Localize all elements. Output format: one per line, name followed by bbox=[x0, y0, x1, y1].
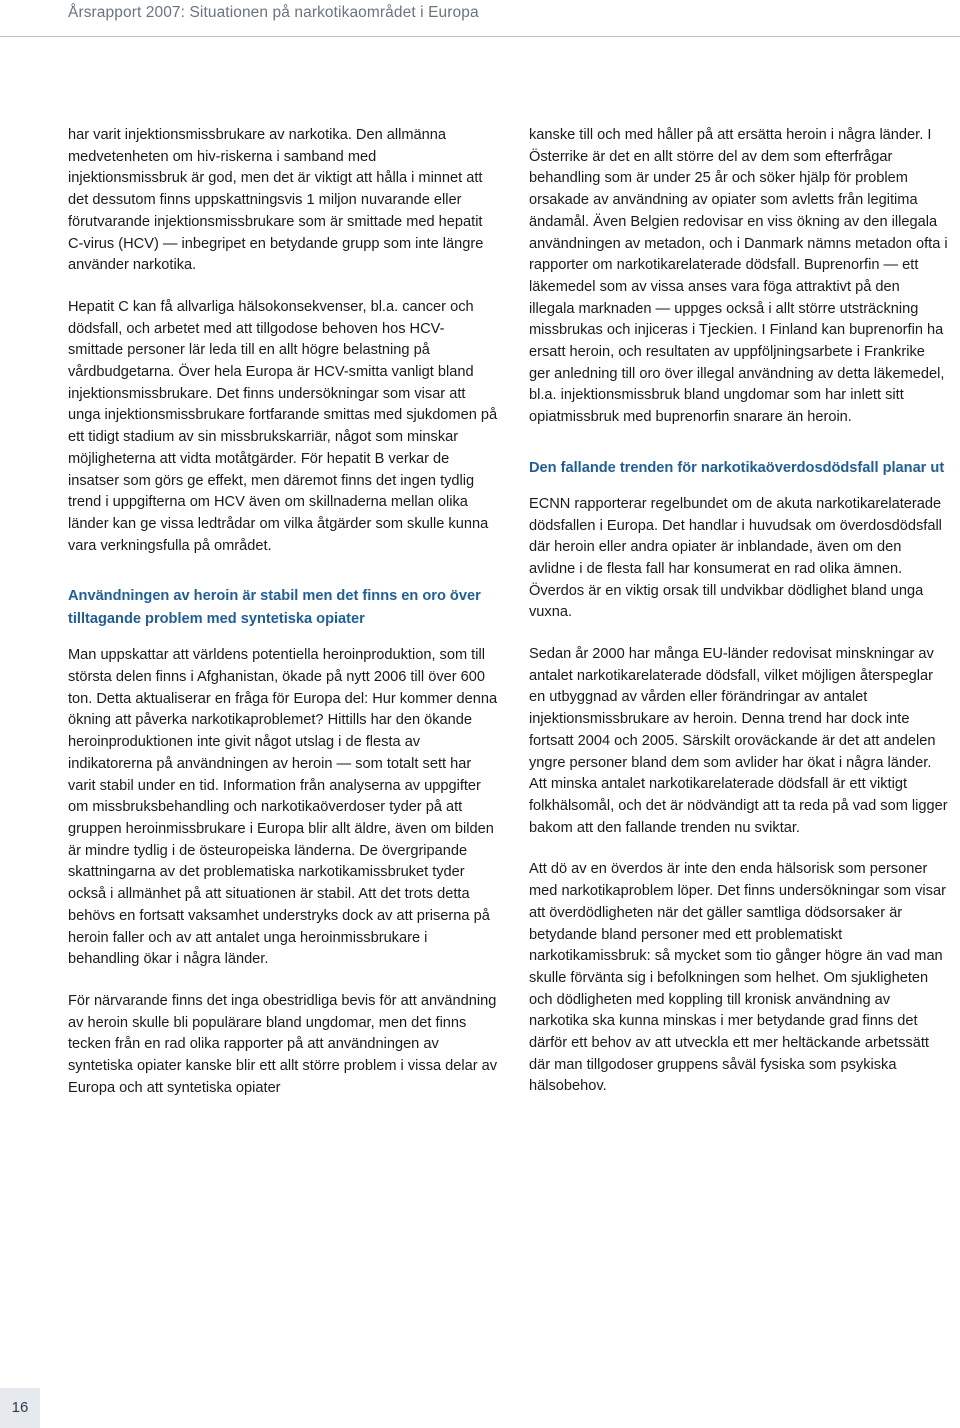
left-column bbox=[68, 125, 498, 1099]
paragraph: För närvarande finns det inga obestridliga bevis för att användning av heroin skulle bli populärare bland ungdomar, men det finns tecken från en rad olika rapporter på att användningen av syntetiska opiater kanske blir ett allt större problem i vissa delar av Europa och att syntetiska opiater bbox=[68, 992, 498, 1096]
running-head: Årsrapport 2007: Situationen på narkotikaområdet i Europa bbox=[68, 4, 479, 21]
section-heading: Den fallande trenden för narkotikaöverdosdödsfall planar ut bbox=[529, 459, 945, 476]
paragraph: Man uppskattar att världens potentiella heroinproduktion, som till största delen finns i Afghanistan, ökade på nytt 2006 till över 600 ton. Detta aktualiserar en fråga för Europa del: Hur kommer denna ökning att påverka narkotikaproblemet? Hittills har den ökande heroinproduktionen inte givit något utslag i de flesta av indikatorerna på användningen av heroin — som totalt sett har varit stabil under en tid. Information från analyserna av uppgifter om missbruksbehandling och narkotikaöverdoser tyder på att gruppen heroinmissbrukare i Europa blir allt äldre, även om bilden är mindre tydlig i de östeuropeiska länderna. De övergripande skattningarna av det problematiska narkotikamissbruket tyder också i allmänhet på att situationen är stabil. Att det trots detta behövs en fortsatt vaksamhet understryks dock av att priserna på heroin faller och av att antalet unga heroinmissbrukare i behandling ökar i några länder. bbox=[68, 647, 498, 968]
paragraph: Sedan år 2000 har många EU-länder redovisat minskningar av antalet narkotikarelaterade dödsfall, vilket möjligen återspeglar en utbyggnad av vården eller förändringar av antalet injektionsmissbrukare av heroin. Denna trend har dock inte fortsatt 2004 och 2005. Särskilt oroväckande är det att andelen yngre personer bland dem som avlider har ökat i några länder. Att minska antalet narkotikarelaterade dödsfall är ett viktigt folkhälsomål, och det är nödvändigt att ta reda på vad som ligger bakom att den fallande trenden nu sviktar. bbox=[529, 646, 948, 836]
paragraph: har varit injektionsmissbrukare av narkotika. Den allmänna medvetenheten om hiv-riskerna i samband med injektionsmissbruk är god, men det är viktigt att hålla i minnet att det dessutom finns uppskattningsvis 1 miljon nuvarande eller förutvarande injektionsmissbrukare som är smittade med hepatit C-virus (HCV) — inbegripet en betydande grupp som inte längre använder narkotika. bbox=[68, 127, 484, 274]
right-column bbox=[529, 125, 949, 1098]
header-rule bbox=[0, 36, 960, 37]
section-heading: Användningen av heroin är stabil men det finns en oro över tilltagande problem med syntetiska opiater bbox=[68, 588, 481, 628]
paragraph: kanske till och med håller på att ersätta heroin i några länder. I Österrike är det en allt större del av dem som efterfrågar behandling som är under 25 år och söker hjälp för problem orsakade av användning av opiater som avletts från legitima ändamål. Även Belgien redovisar en viss ökning av den illegala användningen av metadon, och i Danmark nämns metadon ofta i rapporter om narkotikarelaterade dödsfall. Buprenorfin — ett läkemedel som av vissa anses vara föga attraktivt på den illegala marknaden — uppges också i allt större utsträckning missbrukas och injiceras i Tjeckien. I Finland kan buprenorfin ha ersatt heroin, och resultaten av uppföljningsarbete i Frankrike ger anledning till oro över illegal användning av detta läkemedel, bl.a. injektionsmissbruk bland ungdomar som har inlett sitt opiatmissbruk med buprenorfin snarare än heroin. bbox=[529, 127, 948, 426]
paragraph: ECNN rapporterar regelbundet om de akuta narkotikarelaterade dödsfallen i Europa. Det handlar i huvudsak om överdosdödsfall där heroin eller andra opiater är inblandade, även om den avlidne i de flesta fall har konsumerat en rad olika ämnen. Överdos är en viktig orsak till undvikbar dödlighet bland unga vuxna. bbox=[529, 495, 942, 621]
paragraph: Att dö av en överdos är inte den enda hälsorisk som personer med narkotikaproblem löper. Det finns undersökningar som visar att överdödligheten när det gäller samtliga dödsorsaker är betydande bland personer med ett problematiskt narkotikamissbruk: så mycket som tio gånger högre än vad man skulle förvänta sig i befolkningen som helhet. Om sjukligheten och dödligheten med koppling till kronisk användning av narkotika ska kunna minskas i mer betydande grad finns det därför ett behov av att utveckla ett mer heltäckande arbetssätt där man tillgodoser gruppens såväl fysiska som psykiska hälsobehov. bbox=[529, 861, 946, 1095]
paragraph: Hepatit C kan få allvarliga hälsokonsekvenser, bl.a. cancer och dödsfall, och arbetet med att tillgodose behoven hos HCV-smittade personer lär leda till en allt högre belastning på vårdbudgetarna. Över hela Europa är HCV-smitta vanligt bland injektionsmissbrukare. Det finns undersökningar som visar att unga injektionsmissbrukare fortfarande smittas med sjukdomen på ett tidigt stadium av sin missbrukskarriär, något som minskar möjligheterna att vidta motåtgärder. För hepatit B verkar de insatser som görs ge effekt, men däremot finns det ingen tydlig trend i uppgifterna om HCV även om skillnaderna mellan olika länder kan ge vissa ledtrådar om vilka åtgärder som skulle kunna vara verkningsfulla på området. bbox=[68, 298, 498, 554]
page-number: 16 bbox=[11, 1399, 29, 1416]
